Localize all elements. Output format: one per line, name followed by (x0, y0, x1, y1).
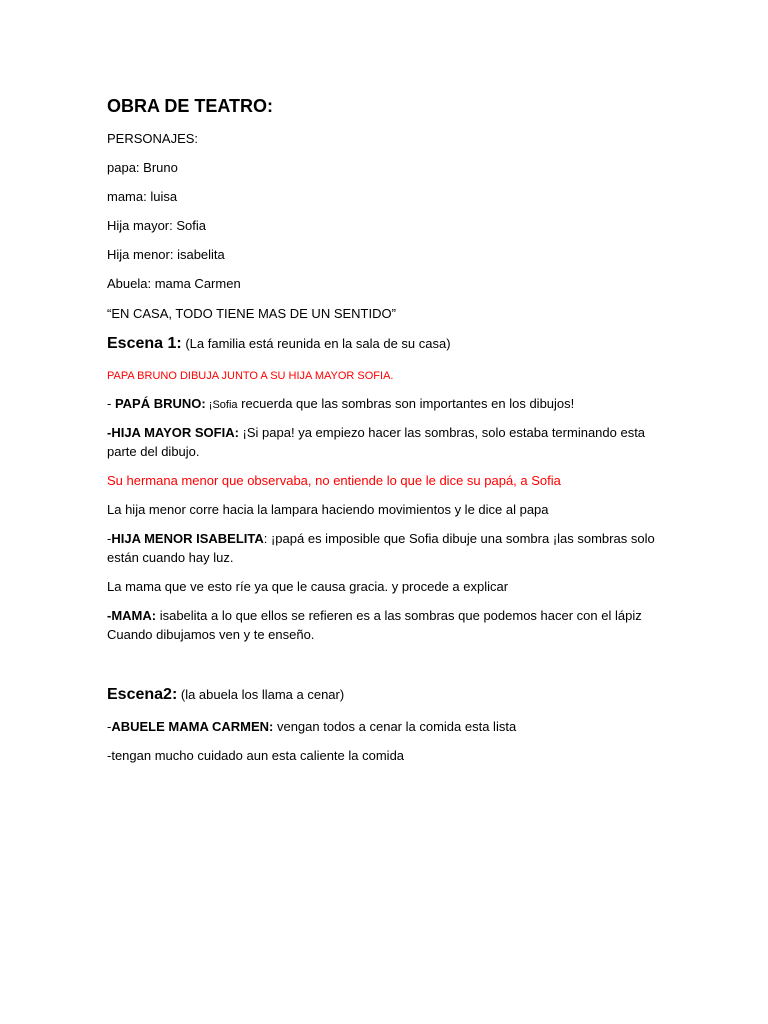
dialogue-hija-mayor (107, 423, 662, 461)
red-narration: Su hermana menor que observaba, no entiende lo que le dice su papá, a Sofia (107, 473, 561, 488)
character-hija-mayor: Hija mayor: Sofia (107, 218, 206, 233)
scene2-heading: Escena2: (107, 686, 178, 703)
dialogue-prefix: - (107, 396, 115, 411)
character-hija-menor: Hija menor: isabelita (107, 247, 225, 262)
dialogue-text: ¡Si papa! ya empiezo hacer las sombras, solo estaba terminando esta parte del dibujo. (107, 425, 646, 459)
speaker-name: -HIJA MAYOR SOFIA: (107, 425, 239, 440)
character-abuela: Abuela: mama Carmen (107, 276, 241, 291)
dialogue-small-word: ¡Sofia (205, 399, 238, 411)
personajes-heading: PERSONAJES: (107, 131, 199, 146)
narration-mama: La mama que ve esto ríe ya que le causa gracia. y procede a explicar (107, 579, 509, 594)
character-papa: papa: Bruno (107, 160, 178, 175)
dialogue-hija-menor (107, 529, 662, 567)
dialogue-prefix: - (107, 531, 112, 546)
dialogue-text: isabelita a lo que ellos se refieren es a las sombras que podemos hacer con el lápiz Cuando dibujamos ven y te enseño. (107, 608, 642, 642)
dialogue-text: vengan todos a cenar la comida esta lista (273, 719, 517, 734)
speaker-name: ABUELE MAMA CARMEN: (111, 719, 274, 734)
scene1-heading: Escena 1: (107, 335, 182, 352)
stage-direction: PAPA BRUNO DIBUJA JUNTO A SU HIJA MAYOR SOFIA. (107, 370, 394, 382)
dialogue-abuela-2: -tengan mucho cuidado aun esta caliente la comida (107, 748, 405, 763)
speaker-name: -MAMA: (107, 608, 157, 623)
document-title: OBRA DE TEATRO: (107, 96, 273, 116)
scene2-note: (la abuela los llama a cenar) (177, 687, 345, 702)
character-mama: mama: luisa (107, 189, 178, 204)
play-subtitle: “EN CASA, TODO TIENE MAS DE UN SENTIDO” (107, 306, 396, 321)
scene2-heading-line (107, 685, 662, 704)
speaker-name: PAPÁ BRUNO: (114, 396, 206, 411)
dialogue-mama (107, 606, 662, 644)
dialogue-prefix: - (107, 719, 112, 734)
dialogue-text: : ¡papá es imposible que Sofia dibuje una sombra ¡las sombras solo están cuando hay luz. (107, 531, 655, 565)
speaker-name: HIJA MENOR ISABELITA (111, 531, 264, 546)
dialogue-text: recuerda que las sombras son importantes en los dibujos! (237, 396, 575, 411)
narration-hija-menor: La hija menor corre hacia la lampara haciendo movimientos y le dice al papa (107, 502, 549, 517)
scene1-note: (La familia está reunida en la sala de su casa) (185, 336, 451, 351)
scene1-heading-line (107, 334, 662, 353)
dialogue-papa-bruno (107, 394, 662, 415)
dialogue-abuela (107, 717, 662, 736)
